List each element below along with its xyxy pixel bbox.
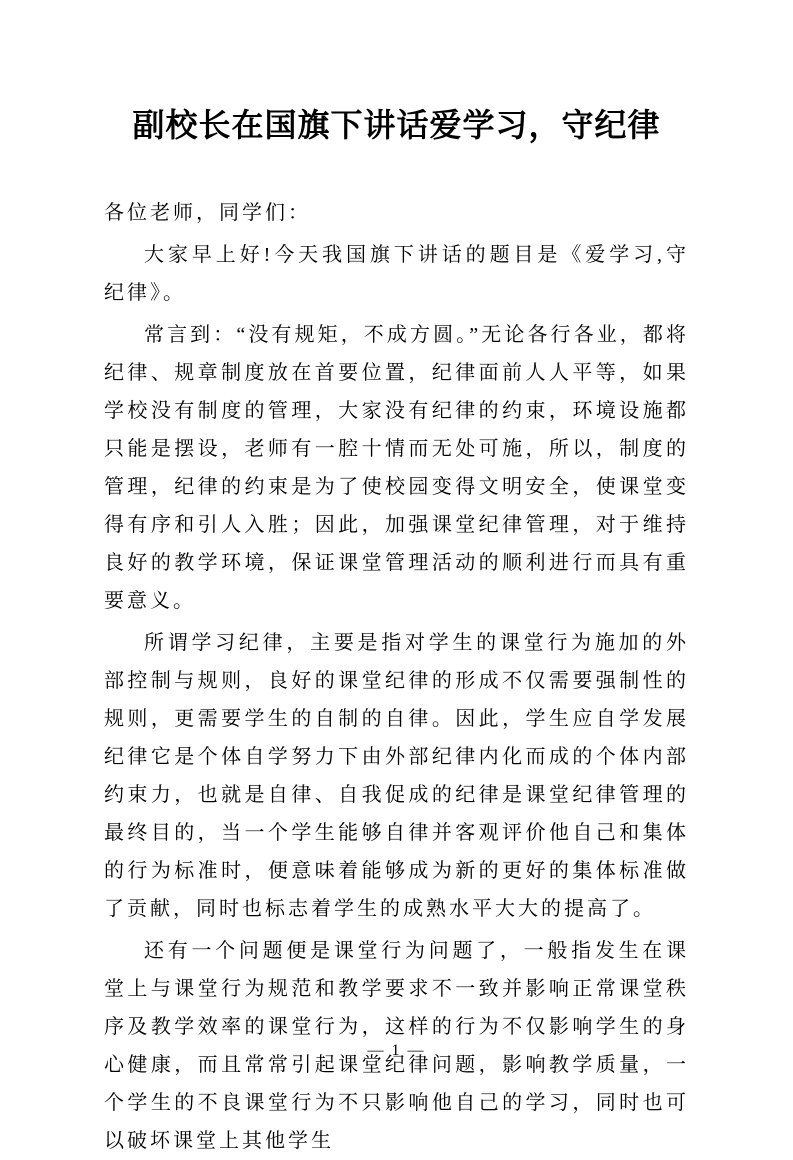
page-number: — 1 — [367, 1042, 426, 1059]
paragraph-greeting: 大家早上好!今天我国旗下讲话的题目是《爱学习,守纪律》。 [104, 244, 689, 305]
paragraph-learning-discipline: 所谓学习纪律，主要是指对学生的课堂行为施加的外部控制与规则，良好的课堂纪律的形成不仅需要强制性的规则，更需要学生的自制的自律。因此，学生应自学发展纪律它是个体自学努力下由外部纪律内化而成的个体内部约束力，也就是自律、自我促成的纪律是课堂纪律管理的最终目的，当一个学生能够自律并客观评价他自己和集体的行为标准时，便意味着能够成为新的更好的集体标准做了贡献，同时也标志着学生的成熟水平大大的提高了。 [104, 632, 689, 921]
document-title: 副校长在国旗下讲话爱学习，守纪律 [132, 107, 661, 143]
paragraph-classroom-behavior: 还有一个问题便是课堂行为问题了，一般指发生在课堂上与课堂行为规范和教学要求不一致并影响正常课堂秩序及教学效率的课堂行为，这样的行为不仅影响学生的身心健康，而且常常引起课堂纪律问题，影响教学质量，一个学生的不良课堂行为不只影响他自己的学习，同时也可以破坏课堂上其他学生 [104, 940, 689, 1153]
paragraph-salutation: 各位老师，同学们： [104, 202, 311, 225]
document-body [104, 194, 689, 1160]
paragraph-discipline-importance: 常言到：“没有规矩，不成方圆。”无论各行各业，都将纪律、规章制度放在首要位置，纪律面前人人平等，如果学校没有制度的管理，大家没有纪律的约束，环境设施都只能是摆设，老师有一腔十情而无处可施，所以，制度的管理，纪律的约束是为了使校园变得文明安全，使课堂变得有序和引人入胜；因此，加强课堂纪律管理，对于维持良好的教学环境，保证课堂管理活动的顺利进行而具有重要意义。 [104, 324, 689, 613]
